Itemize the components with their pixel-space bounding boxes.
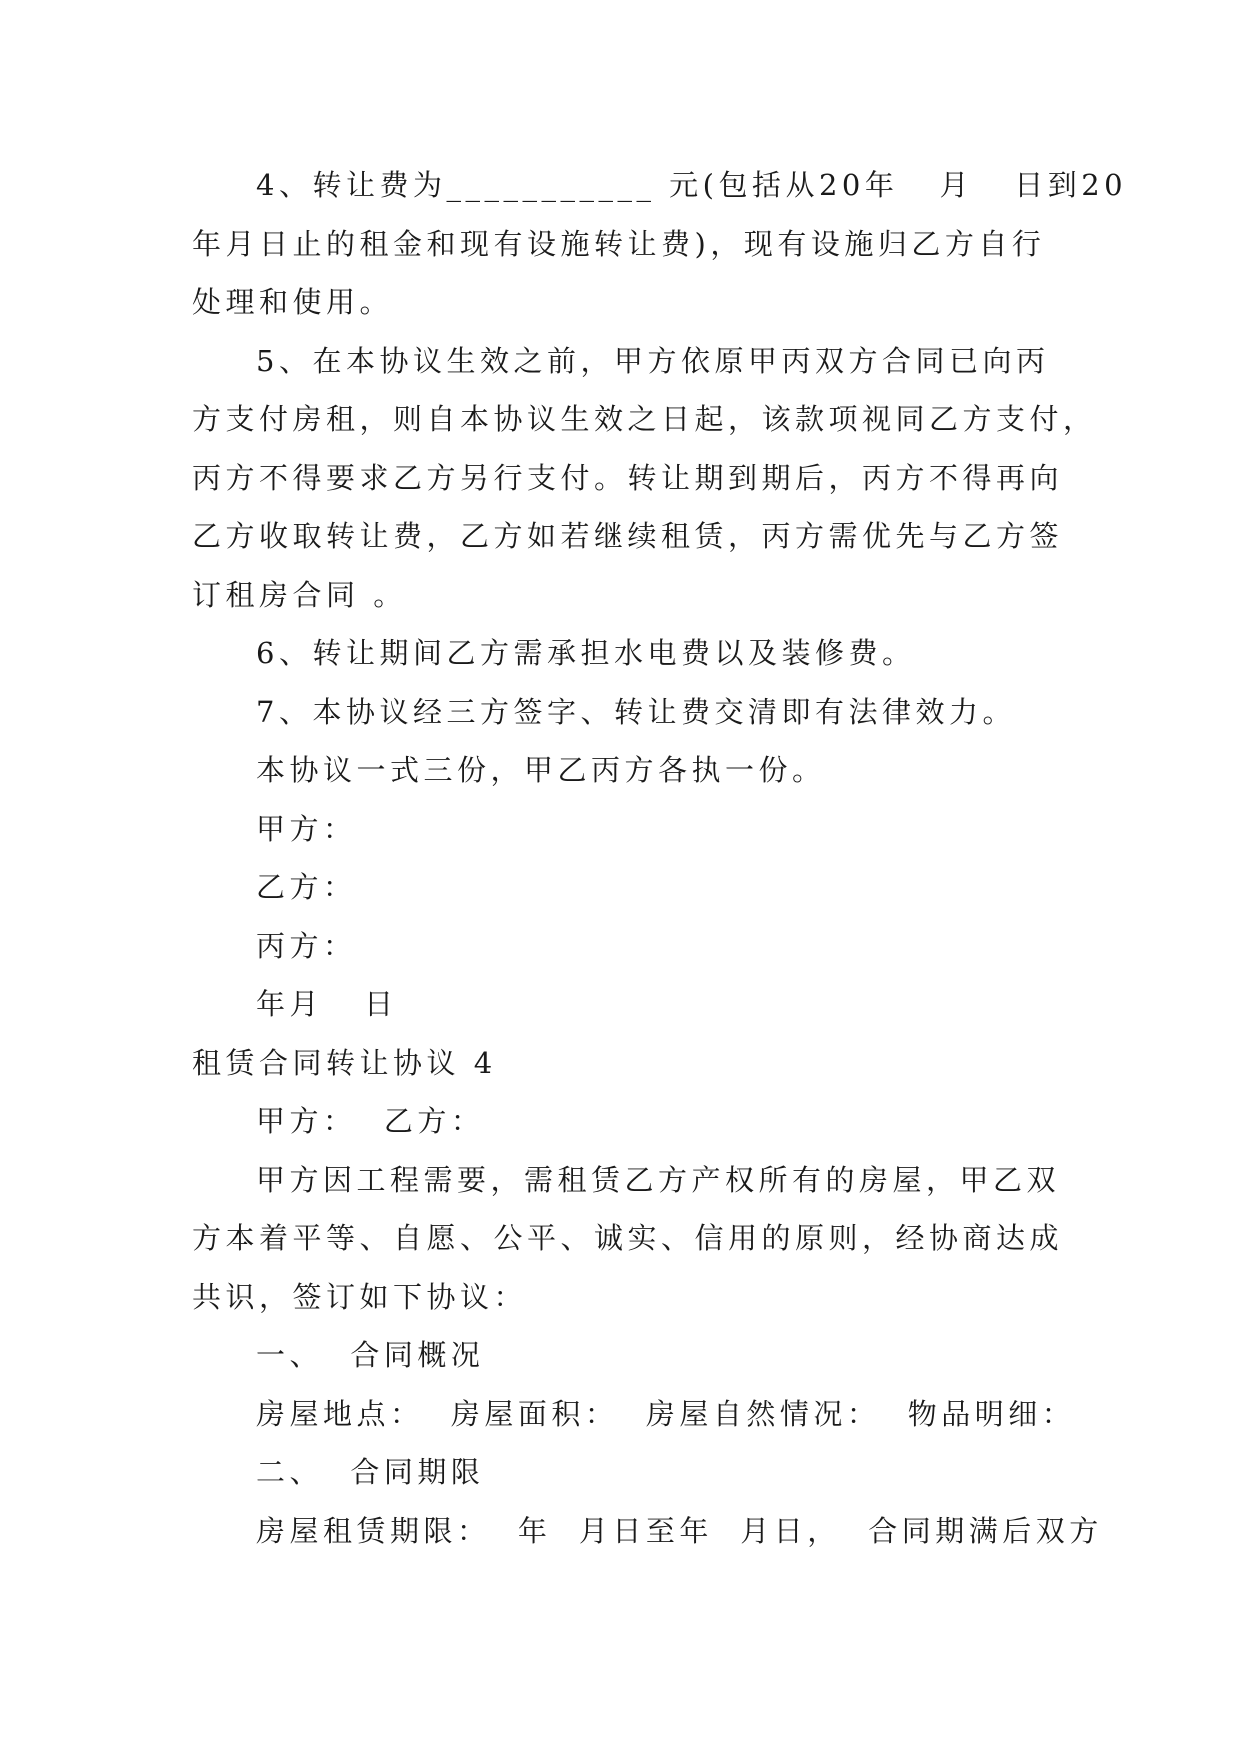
- clause-heading: 一、 合同概况: [256, 1338, 485, 1372]
- signature-label-party-c: 丙方：: [256, 928, 357, 963]
- paragraph-line: 乙方收取转让费，乙方如若继续租赁，丙方需优先与乙方签: [192, 519, 1064, 553]
- paragraph-line: 年月日止的租金和现有设施转让费)，现有设施归乙方自行: [192, 226, 1046, 261]
- paragraph-line: 甲方因工程需要，需租赁乙方产权所有的房屋，甲乙双: [256, 1162, 1061, 1197]
- paragraph-line: 丙方不得要求乙方另行支付。转让期到期后，丙方不得再向: [192, 460, 1064, 495]
- paragraph-line: 房屋租赁期限： 年 月日至年 月日， 合同期满后双方: [256, 1513, 1103, 1548]
- document-body: [192, 156, 1128, 1560]
- paragraph-line: 方支付房租，则自本协议生效之日起，该款项视同乙方支付，: [192, 402, 1097, 436]
- paragraph-line: 处理和使用。: [192, 285, 394, 319]
- paragraph-line: 4、转让费为___________ 元(包括从20年 月 日到20: [256, 168, 1128, 202]
- paragraph-line: 房屋地点： 房屋面积： 房屋自然情况： 物品明细：: [256, 1396, 1076, 1431]
- paragraph-line: 订租房合同 。: [192, 577, 407, 612]
- signature-label-party-a: 甲方：: [256, 811, 357, 846]
- paragraph-line: 5、在本协议生效之前，甲方依原甲丙双方合同已向丙: [256, 343, 1050, 378]
- paragraph-line: 共识，签订如下协议：: [192, 1279, 528, 1314]
- paragraph-line: 6、转让期间乙方需承担水电费以及装修费。: [256, 636, 916, 670]
- paragraph-line: 7、本协议经三方签字、转让费交清即有法律效力。: [256, 694, 1016, 729]
- signature-label-party-b: 乙方：: [256, 870, 357, 904]
- paragraph-line: 本协议一式三份，甲乙丙方各执一份。: [256, 753, 826, 787]
- clause-heading: 二、 合同期限: [256, 1455, 485, 1489]
- signature-date: 年月 日: [256, 987, 398, 1021]
- parties-line: 甲方： 乙方：: [256, 1104, 485, 1138]
- section-title: 租赁合同转让协议 4: [192, 1045, 497, 1080]
- paragraph-line: 方本着平等、自愿、公平、诚实、信用的原则，经协商达成: [192, 1221, 1064, 1255]
